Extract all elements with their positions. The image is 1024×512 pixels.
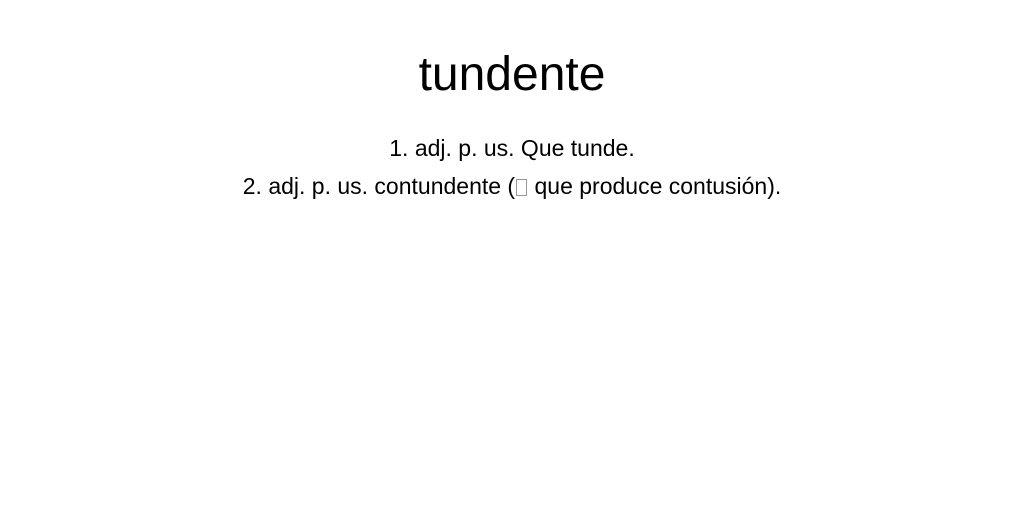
missing-glyph-icon: [516, 179, 527, 196]
definition-text: adj. p. us. Que tunde.: [414, 135, 635, 161]
definition-list: [0, 129, 1024, 205]
definition-2: [0, 167, 1024, 205]
definition-text-before: adj. p. us. contundente (: [268, 173, 516, 199]
definition-1: [0, 129, 1024, 167]
headword: tundente: [418, 48, 606, 101]
definition-number: 2.: [242, 173, 262, 199]
definition-number: 1.: [389, 135, 409, 161]
definition-text-after: que produce contusión).: [528, 173, 782, 199]
